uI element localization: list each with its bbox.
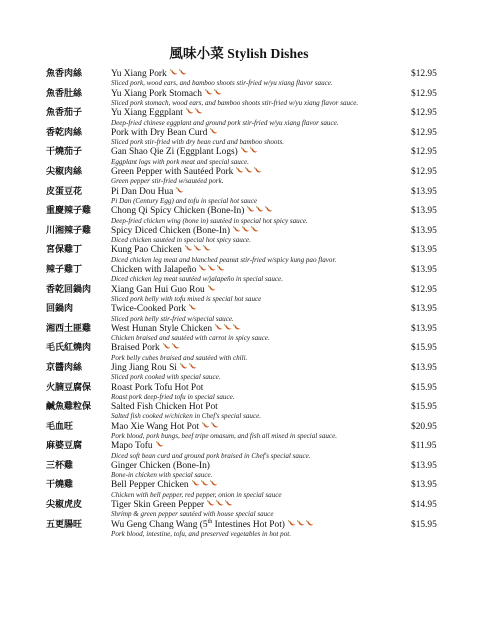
dish-english-name	[111, 441, 165, 452]
dish-price: $15.95	[411, 402, 437, 413]
chili-pepper-icon	[256, 206, 264, 213]
chili-pepper-icon	[186, 108, 194, 115]
chili-pepper-icon	[241, 147, 249, 154]
dish-price: $13.95	[411, 304, 437, 315]
chili-pepper-icon	[207, 500, 215, 507]
chili-pepper-icon	[254, 167, 262, 174]
spicy-level	[241, 147, 259, 158]
dish-chinese-name: 火腩豆腐保	[46, 382, 92, 393]
chili-pepper-icon	[199, 265, 207, 272]
dish-chinese-name: 五更腸旺	[46, 519, 83, 530]
dish-chinese-name: 麻婆豆腐	[46, 441, 83, 452]
chili-pepper-icon	[288, 520, 296, 527]
dish-description: Pork blood, intestine, tofu, and preserved vegetables in hot pot.	[111, 530, 292, 539]
chili-pepper-icon	[306, 520, 314, 527]
dish-description: Sliced pork belly with tofu mixed is special hot sauce	[111, 294, 262, 303]
dish-english-name	[111, 324, 242, 335]
menu-item	[0, 187, 478, 207]
dish-chinese-name: 三杯雞	[46, 460, 74, 471]
chili-pepper-icon	[201, 480, 209, 487]
chili-pepper-icon	[297, 520, 305, 527]
chili-pepper-icon	[172, 343, 180, 350]
dish-chinese-name: 魚香茄子	[46, 108, 83, 119]
chili-pepper-icon	[225, 500, 233, 507]
spicy-level	[192, 480, 219, 491]
dish-english-name-text: Pi Dan Dou Hua	[111, 186, 174, 197]
chili-pepper-icon	[156, 441, 164, 448]
chili-pepper-icon	[203, 245, 211, 252]
dish-price: $13.95	[411, 264, 437, 275]
chili-pepper-icon	[202, 422, 210, 429]
chili-pepper-icon	[236, 167, 244, 174]
dish-description: Pork blood, pork bungs, beef tripe omasum, and fish all mixed in special sauce.	[111, 432, 337, 441]
dish-english-name	[111, 285, 217, 296]
dish-price: $15.95	[411, 519, 437, 530]
menu-item	[0, 304, 478, 324]
menu-item	[0, 265, 478, 285]
dish-english-name-text: Chong Qi Spicy Chicken (Bone-In)	[111, 206, 245, 217]
dish-description: Eggplant logs with pork meat and special sauce.	[111, 157, 249, 166]
dish-english-name	[111, 206, 274, 217]
dish-description: Pi Dan (Century Egg) and tofu in special hot sauce	[111, 196, 257, 205]
dish-english-name-text: Gan Shao Qie Zi (Eggplant Logs)	[111, 147, 238, 158]
chili-pepper-icon	[233, 226, 241, 233]
spicy-level	[170, 69, 188, 80]
dish-description: Deep-fried chinese eggplant and ground pork stir-fried w/yu xiang flavor sauce.	[111, 118, 339, 127]
dish-english-name	[111, 383, 203, 394]
dish-chinese-name: 香乾肉絲	[46, 127, 83, 138]
dish-description: Sliced pork cooked with special sauce.	[111, 373, 221, 382]
dish-english-name-part: Wu Geng Chang Wang (5	[111, 519, 208, 530]
dish-english-name-text: Chicken with Jalapeño	[111, 264, 197, 275]
chili-pepper-icon	[194, 245, 202, 252]
dish-english-name-text: Roast Pork Tofu Hot Pot	[111, 382, 204, 393]
chili-pepper-icon	[242, 226, 250, 233]
menu-item	[0, 245, 478, 265]
dish-english-name-text: Xiang Gan Hui Guo Rou	[111, 284, 205, 295]
dish-price: $13.95	[411, 245, 437, 256]
dish-english-name-text: Yu Xiang Pork Stomach	[111, 88, 202, 99]
dish-chinese-name: 辣子雞丁	[46, 264, 83, 275]
spicy-level	[163, 343, 181, 354]
dish-description: Pork belly cubes braised and sautéed with chili.	[111, 353, 248, 362]
page-title: 風味小菜 Stylish Dishes	[169, 46, 309, 61]
dish-english-name-text: Kung Pao Chicken	[111, 245, 182, 256]
chili-pepper-icon	[247, 206, 255, 213]
dish-description: Diced chicken leg meat sautéed w/jalapeño in special sauce.	[111, 275, 283, 284]
dish-english-name	[111, 363, 198, 374]
dish-chinese-name: 重慶辣子雞	[46, 206, 92, 217]
spicy-level	[215, 324, 242, 335]
menu-item	[0, 206, 478, 226]
dish-english-name	[111, 304, 198, 315]
dish-chinese-name: 川湘辣子雞	[46, 225, 92, 236]
ordinal-superscript: th	[207, 518, 213, 525]
chili-pepper-icon	[208, 265, 216, 272]
chili-pepper-icon	[189, 363, 197, 370]
dish-description: Sliced pork belly stir-fried w/special sauce.	[111, 314, 234, 323]
spicy-level	[185, 245, 212, 256]
menu-item	[0, 422, 478, 442]
dish-english-name-text: Ginger Chicken (Bone-In)	[111, 460, 210, 471]
dish-chinese-name: 干燒茄子	[46, 147, 83, 158]
dish-chinese-name: 香乾回鍋肉	[46, 284, 92, 295]
dish-description: Sliced pork, wood ears, and bamboo shoots stir-fried w/yu xiang flavor sauce.	[111, 79, 333, 88]
chili-pepper-icon	[179, 69, 187, 76]
menu-item	[0, 480, 478, 500]
chili-pepper-icon	[265, 206, 273, 213]
chili-pepper-icon	[176, 187, 184, 194]
chili-pepper-icon	[251, 226, 259, 233]
menu-item	[0, 285, 478, 305]
dish-english-name-text: Spicy Diced Chicken (Bone-In)	[111, 225, 230, 236]
dish-chinese-name: 宮保雞丁	[46, 245, 83, 256]
spicy-level	[247, 206, 274, 217]
chili-pepper-icon	[250, 147, 258, 154]
menu-item	[0, 520, 478, 540]
menu-item	[0, 363, 478, 383]
dish-price: $15.95	[411, 343, 437, 354]
chili-pepper-icon	[163, 343, 171, 350]
dish-description: Green pepper stir-fried w/sautéed pork.	[111, 177, 224, 186]
spicy-level	[205, 89, 223, 100]
dish-english-name	[111, 69, 188, 80]
chili-pepper-icon	[210, 480, 218, 487]
dish-price: $12.95	[411, 69, 437, 79]
chili-pepper-icon	[189, 304, 197, 311]
chili-pepper-icon	[170, 69, 178, 76]
dish-price: $13.95	[411, 323, 437, 334]
dish-chinese-name: 鹹魚雞粒保	[46, 402, 92, 413]
chili-pepper-icon	[233, 324, 241, 331]
spicy-level	[156, 441, 165, 452]
dish-price: $12.95	[411, 147, 437, 158]
dish-description: Diced chicken sautéed in special hot spicy sauce.	[111, 236, 251, 245]
chili-pepper-icon	[180, 363, 188, 370]
chili-pepper-icon	[224, 324, 232, 331]
spicy-level	[207, 500, 234, 511]
spicy-level	[186, 108, 204, 119]
dish-english-name	[111, 187, 185, 198]
menu-item	[0, 69, 478, 89]
dish-english-name	[111, 520, 315, 531]
dish-english-name-text: Pork with Dry Bean Curd	[111, 127, 208, 138]
dish-price: $13.95	[411, 225, 437, 236]
chili-pepper-icon	[211, 422, 219, 429]
dish-price: $20.95	[411, 421, 437, 432]
dish-price: $13.95	[411, 362, 437, 373]
chili-pepper-icon	[214, 89, 222, 96]
dish-chinese-name: 京醬肉絲	[46, 362, 83, 373]
dish-chinese-name: 尖椒肉絲	[46, 166, 83, 177]
dish-english-name	[111, 480, 219, 491]
dish-price: $12.95	[411, 166, 437, 177]
dish-english-name-text: Jing Jiang Rou Si	[111, 362, 177, 373]
chili-pepper-icon	[192, 480, 200, 487]
dish-english-name-text: West Hunan Style Chicken	[111, 323, 213, 334]
dish-chinese-name: 尖椒虎皮	[46, 500, 83, 511]
dish-chinese-name: 干燒雞	[46, 480, 74, 491]
dish-description: Chicken with bell pepper, red pepper, onion in special sauce	[111, 490, 282, 499]
menu-item	[0, 89, 478, 109]
dish-english-name	[111, 128, 219, 139]
spicy-level	[199, 265, 226, 276]
dish-english-name-text: Bell Pepper Chicken	[111, 480, 189, 491]
spicy-level	[208, 285, 217, 296]
chili-pepper-icon	[217, 265, 225, 272]
menu-item	[0, 461, 478, 481]
dish-price: $13.95	[411, 460, 437, 471]
dish-chinese-name: 魚香肚絲	[46, 88, 83, 99]
dish-description: Bone-in chicken with special sauce.	[111, 471, 213, 480]
dish-english-name	[111, 343, 181, 354]
dish-chinese-name: 湘西土匪雞	[46, 323, 92, 334]
menu-list	[0, 69, 478, 539]
dish-english-name-text: Twice-Cooked Pork	[111, 304, 187, 315]
dish-english-name-text: Mao Xie Wang Hot Pot	[111, 421, 200, 432]
menu-item	[0, 147, 478, 167]
dish-english-name	[111, 167, 263, 178]
dish-english-name-text: Mapo Tofu	[111, 441, 153, 452]
dish-price: $13.95	[411, 186, 437, 197]
spicy-level	[180, 363, 198, 374]
dish-description: Salted fish cooked w/chicken in Chef's special sauce.	[111, 412, 262, 421]
dish-english-name-text: Tiger Skin Green Pepper	[111, 500, 205, 511]
dish-english-name-text: Yu Xiang Eggplant	[111, 108, 183, 119]
spicy-level	[202, 422, 220, 433]
menu-item	[0, 226, 478, 246]
dish-chinese-name: 皮蛋豆花	[46, 186, 83, 197]
dish-description: Diced chicken leg meat and blanched peanut stir-fried w/spicy kung pao flavor.	[111, 255, 337, 264]
dish-english-name-text: Salted Fish Chicken Hot Pot	[111, 402, 218, 413]
dish-price: $12.95	[411, 88, 437, 99]
chili-pepper-icon	[205, 89, 213, 96]
dish-price: $13.95	[411, 206, 437, 217]
dish-chinese-name: 毛氏紅燒肉	[46, 343, 92, 354]
dish-english-name	[111, 226, 260, 237]
menu-item	[0, 383, 478, 403]
dish-price: $14.95	[411, 500, 437, 511]
spicy-level	[233, 226, 260, 237]
chili-pepper-icon	[208, 285, 216, 292]
dish-description: Shrimp & green pepper sautéed with house special sauce	[111, 510, 274, 519]
spicy-level	[210, 128, 219, 139]
dish-english-name	[111, 402, 218, 413]
dish-english-name	[111, 265, 226, 276]
dish-description: Sliced pork stomach, wood ears, and bamboo shoots stir-fried w/yu xiang flavor sauce.	[111, 98, 359, 107]
menu-item	[0, 500, 478, 520]
dish-english-name	[111, 500, 234, 511]
dish-english-name	[111, 245, 212, 256]
dish-chinese-name: 毛血旺	[46, 421, 74, 432]
dish-english-name-text: Yu Xiang Pork	[111, 69, 167, 79]
dish-english-name-text: Green Pepper with Sautéed Pork	[111, 166, 234, 177]
dish-price: $13.95	[411, 480, 437, 491]
dish-english-name	[111, 422, 220, 433]
chili-pepper-icon	[216, 500, 224, 507]
dish-description: Diced soft bean curd and ground pork braised in Chef's special sauce.	[111, 451, 311, 460]
dish-price: $15.95	[411, 382, 437, 393]
chili-pepper-icon	[215, 324, 223, 331]
dish-chinese-name: 回鍋肉	[46, 304, 74, 315]
dish-description: Chicken braised and sautéed with carrot in spicy sauce.	[111, 334, 270, 343]
menu-item	[0, 108, 478, 128]
dish-description: Sliced pork stir-fried with dry bean curd and bamboo shoots.	[111, 138, 284, 147]
spicy-level	[236, 167, 263, 178]
dish-english-name	[111, 89, 223, 100]
dish-price: $12.95	[411, 284, 437, 295]
dish-description: Roast pork deep-fried tofu in special sauce.	[111, 392, 235, 401]
dish-english-name	[111, 461, 210, 472]
spicy-level	[176, 187, 185, 198]
menu-item	[0, 343, 478, 363]
menu-item	[0, 402, 478, 422]
chili-pepper-icon	[210, 128, 218, 135]
dish-chinese-name: 魚香肉絲	[46, 69, 83, 79]
dish-english-name	[111, 108, 204, 119]
menu-item	[0, 167, 478, 187]
spicy-level	[189, 304, 198, 315]
dish-english-name-part: Intestines Hot Pot)	[212, 519, 285, 530]
menu-item	[0, 441, 478, 461]
chili-pepper-icon	[185, 245, 193, 252]
dish-english-name-text: Braised Pork	[111, 343, 160, 354]
chili-pepper-icon	[195, 108, 203, 115]
menu-item	[0, 324, 478, 344]
spicy-level	[288, 520, 315, 531]
dish-price: $12.95	[411, 108, 437, 119]
dish-english-name	[111, 147, 259, 158]
chili-pepper-icon	[245, 167, 253, 174]
menu-item	[0, 128, 478, 148]
dish-price: $12.95	[411, 127, 437, 138]
dish-price: $11.95	[411, 441, 437, 452]
dish-description: Deep-fried chicken wing (bone in) sautéed in special hot spicy sauce.	[111, 216, 308, 225]
